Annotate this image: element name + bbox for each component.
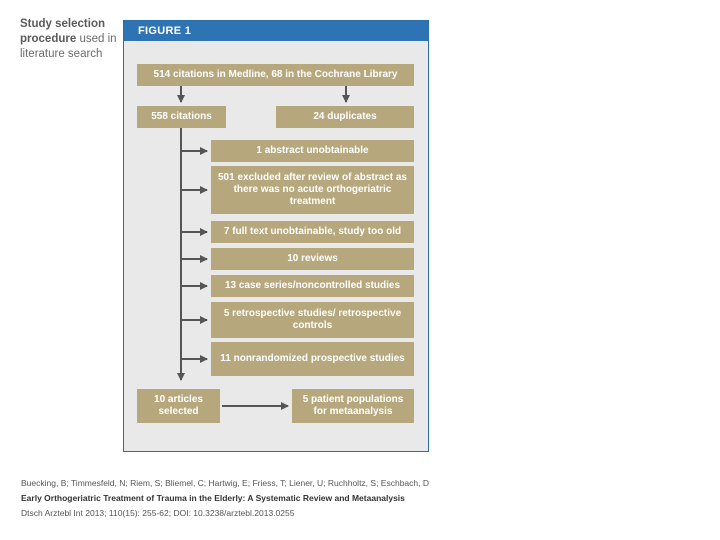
box-articles-selected: 10 articles selected [137,389,220,423]
box-558-citations: 558 citations [137,106,226,128]
box-exclusion-no-acute-treatment: 501 excluded after review of abstract as there was no acute orthogeriatric treatment [211,166,414,214]
box-exclusion-nonrandomized: 11 nonrandomized prospective studies [211,342,414,376]
box-total-citations: 514 citations in Medline, 68 in the Cochrane Library [137,64,414,86]
figure-header: FIGURE 1 [124,21,428,41]
citation-title: Early Orthogeriatric Treatment of Trauma in the Elderly: A Systematic Review and Metaanalysis [21,493,405,503]
box-exclusion-abstract-unobtainable: 1 abstract unobtainable [211,140,414,162]
box-exclusion-case-series: 13 case series/noncontrolled studies [211,275,414,297]
box-exclusion-full-text-unobtainable: 7 full text unobtainable, study too old [211,221,414,243]
box-duplicates: 24 duplicates [276,106,414,128]
citation-source: Dtsch Arztebl Int 2013; 110(15): 255-62; DOI: 10.3238/arztebl.2013.0255 [21,508,295,518]
box-exclusion-reviews: 10 reviews [211,248,414,270]
side-title-rest: used in literature search [20,33,117,60]
side-title-bold: Study selection procedure [20,18,105,45]
box-exclusion-retrospective: 5 retrospective studies/ retrospective controls [211,302,414,338]
box-patient-populations: 5 patient populations for metaanalysis [292,389,414,423]
citation-authors: Buecking, B; Timmesfeld, N; Riem, S; Bliemel, C; Hartwig, E; Friess, T; Liener, U; Ruchholtz, S; Eschbach, D [21,478,429,488]
